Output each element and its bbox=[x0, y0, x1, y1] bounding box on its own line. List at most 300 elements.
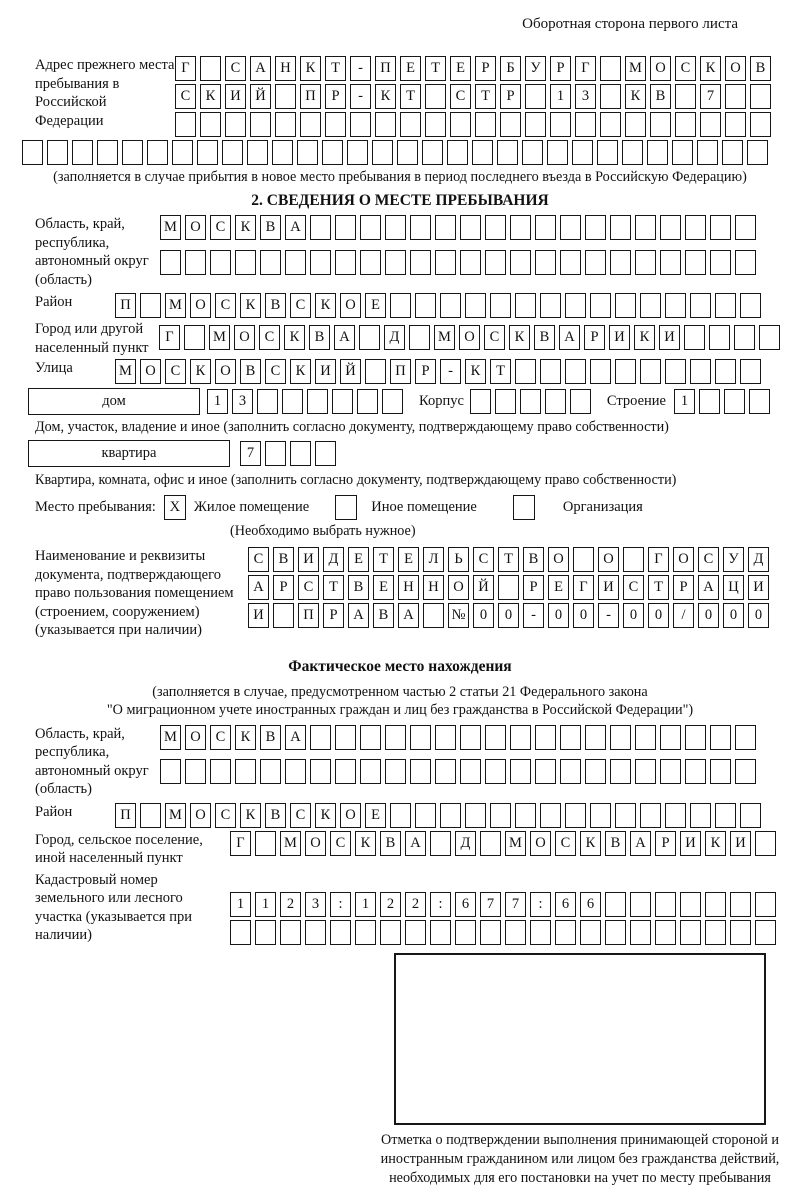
char-cell[interactable]: В bbox=[373, 603, 394, 628]
char-cell[interactable] bbox=[160, 759, 181, 784]
char-cell[interactable] bbox=[665, 293, 686, 318]
char-cell[interactable]: С bbox=[473, 547, 494, 572]
char-cell[interactable]: Т bbox=[373, 547, 394, 572]
char-cell[interactable] bbox=[410, 759, 431, 784]
char-cell[interactable] bbox=[490, 293, 511, 318]
char-cell[interactable] bbox=[635, 250, 656, 275]
char-cell[interactable] bbox=[197, 140, 218, 165]
char-cell[interactable] bbox=[485, 725, 506, 750]
checkbox-residential[interactable]: X bbox=[164, 495, 186, 520]
char-cell[interactable] bbox=[565, 293, 586, 318]
char-cell[interactable] bbox=[585, 250, 606, 275]
char-cell[interactable] bbox=[573, 547, 594, 572]
char-cell[interactable]: М bbox=[209, 325, 230, 350]
char-cell[interactable]: К bbox=[300, 56, 321, 81]
char-cell[interactable] bbox=[22, 140, 43, 165]
char-cell[interactable]: Р bbox=[415, 359, 436, 384]
char-cell[interactable]: О bbox=[530, 831, 551, 856]
char-cell[interactable] bbox=[385, 725, 406, 750]
char-cell[interactable] bbox=[590, 803, 611, 828]
char-cell[interactable] bbox=[590, 293, 611, 318]
char-cell[interactable] bbox=[740, 359, 761, 384]
char-cell[interactable] bbox=[275, 84, 296, 109]
char-cell[interactable]: 1 bbox=[355, 892, 376, 917]
char-cell[interactable]: Й bbox=[250, 84, 271, 109]
char-cell[interactable] bbox=[525, 112, 546, 137]
char-cell[interactable]: К bbox=[240, 803, 261, 828]
char-cell[interactable]: Д bbox=[323, 547, 344, 572]
char-cell[interactable]: 1 bbox=[230, 892, 251, 917]
char-cell[interactable]: С bbox=[290, 803, 311, 828]
char-cell[interactable] bbox=[650, 112, 671, 137]
char-cell[interactable]: О bbox=[305, 831, 326, 856]
char-cell[interactable]: Т bbox=[325, 56, 346, 81]
char-cell[interactable] bbox=[684, 325, 705, 350]
char-cell[interactable] bbox=[435, 215, 456, 240]
char-cell[interactable]: С bbox=[555, 831, 576, 856]
char-cell[interactable] bbox=[385, 759, 406, 784]
char-cell[interactable] bbox=[547, 140, 568, 165]
char-cell[interactable] bbox=[585, 725, 606, 750]
char-cell[interactable] bbox=[465, 803, 486, 828]
char-cell[interactable] bbox=[555, 920, 576, 945]
char-cell[interactable] bbox=[410, 725, 431, 750]
char-cell[interactable] bbox=[515, 293, 536, 318]
char-cell[interactable] bbox=[359, 325, 380, 350]
char-cell[interactable]: А bbox=[398, 603, 419, 628]
char-cell[interactable]: В bbox=[523, 547, 544, 572]
char-cell[interactable]: А bbox=[559, 325, 580, 350]
char-cell[interactable]: К bbox=[700, 56, 721, 81]
char-cell[interactable] bbox=[147, 140, 168, 165]
char-cell[interactable] bbox=[560, 250, 581, 275]
char-cell[interactable] bbox=[747, 140, 768, 165]
char-cell[interactable] bbox=[759, 325, 780, 350]
char-cell[interactable] bbox=[250, 112, 271, 137]
char-cell[interactable] bbox=[515, 803, 536, 828]
char-cell[interactable] bbox=[625, 112, 646, 137]
char-cell[interactable]: С bbox=[210, 725, 231, 750]
char-cell[interactable]: Р bbox=[323, 603, 344, 628]
char-cell[interactable] bbox=[665, 803, 686, 828]
char-cell[interactable] bbox=[200, 112, 221, 137]
char-cell[interactable] bbox=[472, 140, 493, 165]
char-cell[interactable] bbox=[390, 293, 411, 318]
char-cell[interactable] bbox=[285, 759, 306, 784]
char-cell[interactable]: Т bbox=[475, 84, 496, 109]
char-cell[interactable] bbox=[750, 112, 771, 137]
char-cell[interactable]: А bbox=[630, 831, 651, 856]
char-cell[interactable]: К bbox=[290, 359, 311, 384]
char-cell[interactable] bbox=[750, 84, 771, 109]
char-cell[interactable]: Й bbox=[473, 575, 494, 600]
char-cell[interactable]: 0 bbox=[648, 603, 669, 628]
char-cell[interactable] bbox=[305, 920, 326, 945]
char-cell[interactable] bbox=[525, 84, 546, 109]
char-cell[interactable] bbox=[310, 250, 331, 275]
char-cell[interactable]: М bbox=[280, 831, 301, 856]
char-cell[interactable] bbox=[585, 215, 606, 240]
char-cell[interactable]: П bbox=[390, 359, 411, 384]
char-cell[interactable]: Г bbox=[648, 547, 669, 572]
char-cell[interactable]: 6 bbox=[580, 892, 601, 917]
char-cell[interactable] bbox=[372, 140, 393, 165]
char-cell[interactable] bbox=[647, 140, 668, 165]
char-cell[interactable] bbox=[347, 140, 368, 165]
char-cell[interactable]: - bbox=[440, 359, 461, 384]
char-cell[interactable] bbox=[660, 759, 681, 784]
char-cell[interactable]: - bbox=[523, 603, 544, 628]
char-cell[interactable]: А bbox=[248, 575, 269, 600]
char-cell[interactable] bbox=[655, 920, 676, 945]
char-cell[interactable] bbox=[685, 725, 706, 750]
char-cell[interactable]: С bbox=[259, 325, 280, 350]
char-cell[interactable] bbox=[409, 325, 430, 350]
char-cell[interactable]: Б bbox=[500, 56, 521, 81]
char-cell[interactable] bbox=[47, 140, 68, 165]
char-cell[interactable]: О bbox=[448, 575, 469, 600]
char-cell[interactable] bbox=[235, 250, 256, 275]
char-cell[interactable] bbox=[755, 892, 776, 917]
char-cell[interactable] bbox=[715, 359, 736, 384]
char-cell[interactable] bbox=[335, 250, 356, 275]
char-cell[interactable] bbox=[435, 725, 456, 750]
char-cell[interactable] bbox=[410, 250, 431, 275]
char-cell[interactable] bbox=[172, 140, 193, 165]
char-cell[interactable]: Г bbox=[159, 325, 180, 350]
char-cell[interactable] bbox=[470, 389, 491, 414]
char-cell[interactable]: 7 bbox=[505, 892, 526, 917]
char-cell[interactable] bbox=[520, 389, 541, 414]
char-cell[interactable] bbox=[360, 759, 381, 784]
char-cell[interactable]: 3 bbox=[575, 84, 596, 109]
char-cell[interactable] bbox=[480, 831, 501, 856]
char-cell[interactable]: О bbox=[340, 293, 361, 318]
char-cell[interactable]: В bbox=[605, 831, 626, 856]
char-cell[interactable] bbox=[685, 215, 706, 240]
char-cell[interactable]: Т bbox=[498, 547, 519, 572]
char-cell[interactable] bbox=[423, 603, 444, 628]
char-cell[interactable] bbox=[699, 389, 720, 414]
char-cell[interactable]: Ь bbox=[448, 547, 469, 572]
char-cell[interactable]: Р bbox=[273, 575, 294, 600]
char-cell[interactable] bbox=[610, 215, 631, 240]
char-cell[interactable]: К bbox=[235, 215, 256, 240]
char-cell[interactable]: В bbox=[348, 575, 369, 600]
char-cell[interactable]: 1 bbox=[550, 84, 571, 109]
checkbox-organization[interactable] bbox=[513, 495, 535, 520]
char-cell[interactable]: С bbox=[450, 84, 471, 109]
char-cell[interactable]: В bbox=[265, 803, 286, 828]
char-cell[interactable] bbox=[565, 359, 586, 384]
char-cell[interactable]: А bbox=[250, 56, 271, 81]
char-cell[interactable] bbox=[225, 112, 246, 137]
char-cell[interactable] bbox=[510, 759, 531, 784]
char-cell[interactable] bbox=[255, 920, 276, 945]
char-cell[interactable] bbox=[697, 140, 718, 165]
char-cell[interactable] bbox=[735, 725, 756, 750]
char-cell[interactable] bbox=[610, 759, 631, 784]
char-cell[interactable] bbox=[247, 140, 268, 165]
char-cell[interactable]: П bbox=[298, 603, 319, 628]
char-cell[interactable]: И bbox=[598, 575, 619, 600]
char-cell[interactable] bbox=[680, 892, 701, 917]
char-cell[interactable]: С bbox=[484, 325, 505, 350]
char-cell[interactable] bbox=[724, 389, 745, 414]
char-cell[interactable] bbox=[335, 215, 356, 240]
char-cell[interactable]: Г bbox=[573, 575, 594, 600]
char-cell[interactable]: : bbox=[330, 892, 351, 917]
char-cell[interactable]: Р bbox=[550, 56, 571, 81]
char-cell[interactable] bbox=[235, 759, 256, 784]
char-cell[interactable] bbox=[273, 603, 294, 628]
char-cell[interactable]: И bbox=[609, 325, 630, 350]
char-cell[interactable]: С bbox=[210, 215, 231, 240]
char-cell[interactable] bbox=[285, 250, 306, 275]
char-cell[interactable] bbox=[572, 140, 593, 165]
char-cell[interactable]: : bbox=[430, 892, 451, 917]
char-cell[interactable]: 0 bbox=[498, 603, 519, 628]
char-cell[interactable] bbox=[515, 359, 536, 384]
char-cell[interactable] bbox=[500, 112, 521, 137]
char-cell[interactable] bbox=[460, 759, 481, 784]
char-cell[interactable]: 0 bbox=[723, 603, 744, 628]
char-cell[interactable]: К bbox=[235, 725, 256, 750]
char-cell[interactable] bbox=[730, 892, 751, 917]
char-cell[interactable]: Т bbox=[323, 575, 344, 600]
char-cell[interactable] bbox=[450, 112, 471, 137]
char-cell[interactable]: И bbox=[315, 359, 336, 384]
char-cell[interactable] bbox=[605, 892, 626, 917]
char-cell[interactable]: П bbox=[300, 84, 321, 109]
char-cell[interactable] bbox=[672, 140, 693, 165]
char-cell[interactable] bbox=[640, 293, 661, 318]
char-cell[interactable]: М bbox=[160, 725, 181, 750]
char-cell[interactable]: С bbox=[175, 84, 196, 109]
char-cell[interactable] bbox=[635, 725, 656, 750]
char-cell[interactable]: О bbox=[598, 547, 619, 572]
char-cell[interactable] bbox=[734, 325, 755, 350]
char-cell[interactable] bbox=[749, 389, 770, 414]
char-cell[interactable]: М bbox=[165, 293, 186, 318]
char-cell[interactable]: 2 bbox=[405, 892, 426, 917]
char-cell[interactable] bbox=[447, 140, 468, 165]
char-cell[interactable]: Р bbox=[584, 325, 605, 350]
char-cell[interactable] bbox=[330, 920, 351, 945]
char-cell[interactable] bbox=[385, 215, 406, 240]
char-cell[interactable]: Д bbox=[384, 325, 405, 350]
char-cell[interactable]: О bbox=[185, 215, 206, 240]
char-cell[interactable]: - bbox=[350, 84, 371, 109]
char-cell[interactable] bbox=[307, 389, 328, 414]
char-cell[interactable]: Е bbox=[373, 575, 394, 600]
char-cell[interactable] bbox=[297, 140, 318, 165]
char-cell[interactable] bbox=[610, 250, 631, 275]
char-cell[interactable]: Й bbox=[340, 359, 361, 384]
char-cell[interactable] bbox=[535, 725, 556, 750]
char-cell[interactable] bbox=[685, 250, 706, 275]
char-cell[interactable] bbox=[140, 803, 161, 828]
char-cell[interactable] bbox=[390, 803, 411, 828]
char-cell[interactable] bbox=[315, 441, 336, 466]
char-cell[interactable] bbox=[715, 803, 736, 828]
char-cell[interactable] bbox=[600, 112, 621, 137]
char-cell[interactable] bbox=[680, 920, 701, 945]
char-cell[interactable] bbox=[570, 389, 591, 414]
char-cell[interactable]: В bbox=[273, 547, 294, 572]
char-cell[interactable] bbox=[535, 759, 556, 784]
char-cell[interactable] bbox=[675, 84, 696, 109]
char-cell[interactable] bbox=[722, 140, 743, 165]
char-cell[interactable]: А bbox=[285, 215, 306, 240]
char-cell[interactable]: М bbox=[625, 56, 646, 81]
char-cell[interactable] bbox=[715, 293, 736, 318]
char-cell[interactable] bbox=[425, 84, 446, 109]
char-cell[interactable]: К bbox=[355, 831, 376, 856]
char-cell[interactable] bbox=[560, 759, 581, 784]
char-cell[interactable]: Н bbox=[423, 575, 444, 600]
char-cell[interactable] bbox=[415, 803, 436, 828]
char-cell[interactable] bbox=[640, 359, 661, 384]
char-cell[interactable]: К bbox=[240, 293, 261, 318]
char-cell[interactable]: 1 bbox=[207, 389, 228, 414]
char-cell[interactable]: О bbox=[340, 803, 361, 828]
char-cell[interactable] bbox=[498, 575, 519, 600]
char-cell[interactable] bbox=[535, 215, 556, 240]
char-cell[interactable]: 2 bbox=[380, 892, 401, 917]
char-cell[interactable]: Е bbox=[365, 803, 386, 828]
char-cell[interactable]: Р bbox=[523, 575, 544, 600]
char-cell[interactable] bbox=[210, 759, 231, 784]
char-cell[interactable]: 1 bbox=[255, 892, 276, 917]
char-cell[interactable]: Е bbox=[548, 575, 569, 600]
char-cell[interactable] bbox=[575, 112, 596, 137]
char-cell[interactable]: - bbox=[598, 603, 619, 628]
char-cell[interactable] bbox=[490, 803, 511, 828]
char-cell[interactable]: Е bbox=[365, 293, 386, 318]
char-cell[interactable] bbox=[257, 389, 278, 414]
char-cell[interactable] bbox=[635, 215, 656, 240]
char-cell[interactable] bbox=[272, 140, 293, 165]
char-cell[interactable]: К bbox=[625, 84, 646, 109]
char-cell[interactable] bbox=[710, 725, 731, 750]
char-cell[interactable]: Е bbox=[398, 547, 419, 572]
char-cell[interactable]: В bbox=[260, 725, 281, 750]
char-cell[interactable] bbox=[140, 293, 161, 318]
char-cell[interactable] bbox=[660, 215, 681, 240]
char-cell[interactable] bbox=[97, 140, 118, 165]
char-cell[interactable] bbox=[185, 250, 206, 275]
char-cell[interactable] bbox=[630, 892, 651, 917]
char-cell[interactable] bbox=[460, 250, 481, 275]
char-cell[interactable] bbox=[400, 112, 421, 137]
char-cell[interactable]: К bbox=[375, 84, 396, 109]
char-cell[interactable] bbox=[460, 725, 481, 750]
char-cell[interactable]: О bbox=[215, 359, 236, 384]
char-cell[interactable] bbox=[585, 759, 606, 784]
char-cell[interactable] bbox=[660, 250, 681, 275]
char-cell[interactable]: О bbox=[459, 325, 480, 350]
char-cell[interactable]: С bbox=[265, 359, 286, 384]
char-cell[interactable] bbox=[310, 759, 331, 784]
char-cell[interactable] bbox=[709, 325, 730, 350]
char-cell[interactable] bbox=[615, 359, 636, 384]
char-cell[interactable]: О bbox=[140, 359, 161, 384]
char-cell[interactable]: : bbox=[530, 892, 551, 917]
char-cell[interactable]: 6 bbox=[455, 892, 476, 917]
char-cell[interactable]: 7 bbox=[480, 892, 501, 917]
char-cell[interactable]: О bbox=[650, 56, 671, 81]
char-cell[interactable]: Т bbox=[490, 359, 511, 384]
char-cell[interactable] bbox=[385, 250, 406, 275]
char-cell[interactable] bbox=[535, 250, 556, 275]
char-cell[interactable] bbox=[700, 112, 721, 137]
char-cell[interactable] bbox=[735, 250, 756, 275]
char-cell[interactable]: О bbox=[185, 725, 206, 750]
char-cell[interactable]: 0 bbox=[548, 603, 569, 628]
char-cell[interactable]: С bbox=[215, 293, 236, 318]
char-cell[interactable]: Т bbox=[648, 575, 669, 600]
char-cell[interactable]: Н bbox=[398, 575, 419, 600]
char-cell[interactable]: К bbox=[200, 84, 221, 109]
char-cell[interactable] bbox=[690, 803, 711, 828]
char-cell[interactable] bbox=[705, 892, 726, 917]
char-cell[interactable] bbox=[740, 293, 761, 318]
char-cell[interactable] bbox=[280, 920, 301, 945]
char-cell[interactable] bbox=[600, 56, 621, 81]
char-cell[interactable]: М bbox=[160, 215, 181, 240]
char-cell[interactable] bbox=[122, 140, 143, 165]
char-cell[interactable] bbox=[422, 140, 443, 165]
char-cell[interactable]: Л bbox=[423, 547, 444, 572]
char-cell[interactable] bbox=[430, 920, 451, 945]
char-cell[interactable]: С bbox=[675, 56, 696, 81]
char-cell[interactable] bbox=[410, 215, 431, 240]
char-cell[interactable]: 3 bbox=[232, 389, 253, 414]
char-cell[interactable]: Г bbox=[230, 831, 251, 856]
char-cell[interactable] bbox=[440, 803, 461, 828]
char-cell[interactable] bbox=[360, 215, 381, 240]
char-cell[interactable]: Г bbox=[575, 56, 596, 81]
char-cell[interactable]: К bbox=[190, 359, 211, 384]
char-cell[interactable] bbox=[710, 250, 731, 275]
char-cell[interactable]: О bbox=[190, 293, 211, 318]
char-cell[interactable] bbox=[565, 803, 586, 828]
char-cell[interactable] bbox=[560, 215, 581, 240]
char-cell[interactable]: 0 bbox=[623, 603, 644, 628]
char-cell[interactable]: Д bbox=[455, 831, 476, 856]
char-cell[interactable]: С bbox=[165, 359, 186, 384]
char-cell[interactable] bbox=[332, 389, 353, 414]
char-cell[interactable]: К bbox=[465, 359, 486, 384]
char-cell[interactable]: 7 bbox=[700, 84, 721, 109]
char-cell[interactable] bbox=[435, 250, 456, 275]
char-cell[interactable] bbox=[430, 831, 451, 856]
char-cell[interactable] bbox=[740, 803, 761, 828]
char-cell[interactable] bbox=[725, 112, 746, 137]
char-cell[interactable]: Е bbox=[348, 547, 369, 572]
char-cell[interactable] bbox=[685, 759, 706, 784]
char-cell[interactable] bbox=[635, 759, 656, 784]
char-cell[interactable] bbox=[495, 389, 516, 414]
char-cell[interactable] bbox=[725, 84, 746, 109]
char-cell[interactable]: С bbox=[330, 831, 351, 856]
char-cell[interactable]: М bbox=[115, 359, 136, 384]
char-cell[interactable] bbox=[497, 140, 518, 165]
char-cell[interactable] bbox=[540, 359, 561, 384]
char-cell[interactable] bbox=[210, 250, 231, 275]
char-cell[interactable]: А bbox=[334, 325, 355, 350]
